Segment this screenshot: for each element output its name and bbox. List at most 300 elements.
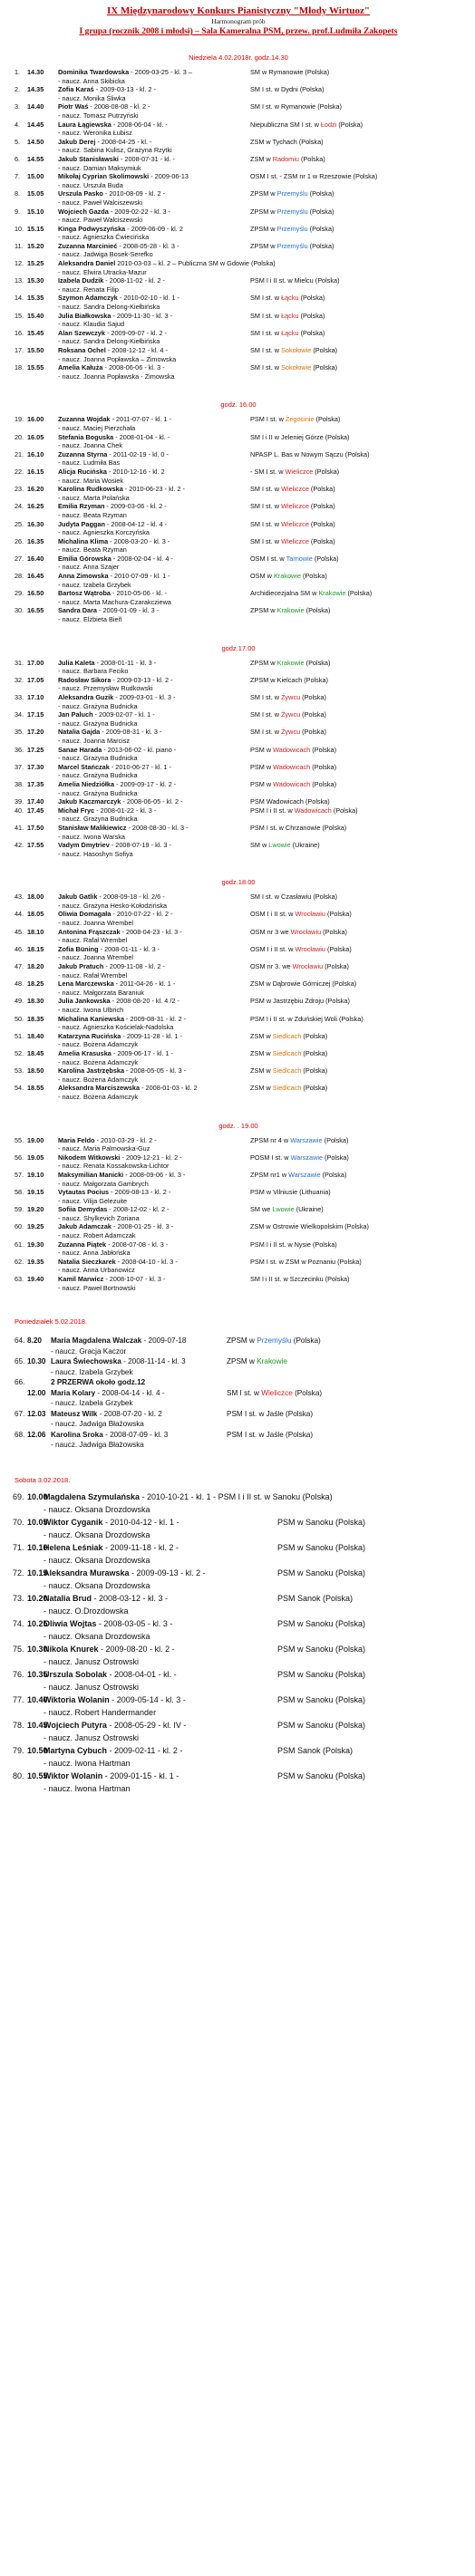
participant-name: Vytautas Pocius <box>58 1188 110 1197</box>
participant-info <box>58 841 171 850</box>
participant-info <box>58 1153 182 1163</box>
participant-info <box>58 676 173 685</box>
teacher-row <box>13 989 464 998</box>
teacher-row <box>13 684 464 693</box>
teacher-name: - naucz. Barbara Feciko <box>58 667 129 676</box>
schedule-block-1430 <box>13 68 464 381</box>
entry-number: 64. <box>15 1336 25 1346</box>
city-name: Wrocławiu <box>295 910 325 919</box>
participant-info <box>58 172 189 181</box>
school-name: Niepubliczna SM I st. w Łodzi (Polska) <box>250 120 364 129</box>
participant-details: - 2008-01-11 - kl. 3 - <box>94 658 157 667</box>
participant-info <box>58 1032 182 1041</box>
school-name: PSM I st. w Żegocinie (Polska) <box>250 415 341 424</box>
entry-number: 67. <box>15 1409 25 1418</box>
city-name: Łącku <box>281 328 299 337</box>
entry-number: 63. <box>15 1275 24 1284</box>
teacher-row <box>13 1757 464 1770</box>
participant-details: - 2009-03-01 - kl. 3 - <box>113 693 176 701</box>
entry-time: 15.05 <box>27 189 44 198</box>
teacher-name: - naucz. Weronika Łubisz <box>58 129 132 138</box>
teacher-name: - naucz. Anna Jabłońska <box>58 1249 131 1258</box>
entry-number: 71. <box>13 1542 24 1552</box>
entry-number: 70. <box>13 1517 24 1527</box>
participant-row <box>13 659 464 668</box>
school-name: SM I st. w Żywcu (Polska) <box>250 728 326 737</box>
entry-number: 48. <box>15 979 24 989</box>
schedule-block-monday <box>13 1336 464 1451</box>
participant-name: Amelia Krasuska <box>58 1048 111 1057</box>
participant-row <box>13 676 464 685</box>
participant-row <box>13 1541 464 1554</box>
city-name: Wieliczce <box>281 502 309 511</box>
teacher-name: - naucz. Bożena Adamczyk <box>58 1057 139 1066</box>
participant-name: Mateusz Wilk <box>51 1409 98 1418</box>
entry-number: 53. <box>15 1066 24 1076</box>
teacher-row <box>13 477 464 486</box>
participant-name: Magdalena Szymulańska <box>44 1491 141 1501</box>
teacher-row <box>13 1249 464 1258</box>
participant-info <box>58 1275 165 1284</box>
participant-name: Jakub Pratuch <box>58 962 104 971</box>
entry-number: 49. <box>15 997 24 1006</box>
entry-time: 18.05 <box>27 910 44 919</box>
teacher-row <box>13 372 464 381</box>
entry-number: 57. <box>15 1170 24 1179</box>
school-name: OSM I st. w Tarnowie (Polska) <box>250 554 339 563</box>
entry-time: 18.55 <box>27 1084 44 1093</box>
entry-number: 23. <box>15 485 24 494</box>
teacher-row <box>13 850 464 859</box>
entry-number: 43. <box>15 892 24 902</box>
participant-info <box>58 997 179 1006</box>
school-name: PSM I st. w Jaśle (Polska) <box>227 1409 314 1418</box>
participant-details: - 2008-12-02 - kl. 2 - <box>107 1205 170 1214</box>
teacher-name: - naucz. Vilija Gelezuite <box>58 1196 128 1205</box>
participant-row <box>13 1066 464 1076</box>
participant-row <box>13 962 464 971</box>
entry-number: 18. <box>15 363 24 372</box>
teacher-row <box>13 1706 464 1719</box>
participant-row <box>13 276 464 285</box>
participant-name: Aleksandra Murawska <box>44 1568 130 1577</box>
school-name: PSM w Jastrzębiu Zdroju (Polska) <box>250 997 350 1006</box>
teacher-name: - naucz. Oksana Drozdowska <box>44 1631 150 1641</box>
city-name: Przemyślu <box>276 241 308 250</box>
entry-time: 18.40 <box>27 1031 44 1040</box>
participant-row <box>13 1171 464 1180</box>
participant-details: - 2009-05-14 - kl. 3 - <box>109 1694 186 1704</box>
participant-details: - 2008-06-05 - kl. 2 - <box>121 797 183 806</box>
teacher-row <box>13 1554 464 1567</box>
city-name: Wadowicach <box>273 779 311 788</box>
participant-row <box>13 537 464 546</box>
participant-row <box>13 329 464 338</box>
section-heading-monday: Poniedziałek 5.02.2018. <box>15 1317 88 1327</box>
school-name: ZPSM nr1 w Warszawie (Polska) <box>250 1170 347 1179</box>
entry-time: 10.00 <box>27 1491 48 1501</box>
entry-time: 12.00 <box>27 1388 46 1397</box>
teacher-name: - naucz. Grażyna Budnicka <box>58 701 138 710</box>
teacher-row <box>13 458 464 468</box>
participant-details: - 2008-08-08 - kl. 2 - <box>88 102 150 111</box>
school-name: PSM w Wadowicach (Polska) <box>250 762 337 771</box>
teacher-row <box>13 268 464 277</box>
participant-info <box>58 502 167 511</box>
teacher-name: - naucz. Jadwiga Błażowska <box>51 1441 144 1450</box>
schedule-block-1700 <box>13 659 464 859</box>
entry-number: 8. <box>15 189 21 198</box>
participant-row <box>13 363 464 372</box>
participant-details: - 2009-11-18 - kl. 2 - <box>102 1542 179 1552</box>
teacher-row <box>13 1197 464 1206</box>
school-name: NPASP L. Bas w Nowym Sączu (Polska) <box>250 449 370 458</box>
participant-info <box>58 962 165 971</box>
entry-number: 24. <box>15 502 24 511</box>
participant-info <box>58 797 183 806</box>
participant-row <box>13 242 464 251</box>
participant-name: Zofia Büning <box>58 944 99 953</box>
participant-name: Judyta Paggan <box>58 519 105 528</box>
participant-name: Piotr Waś <box>58 102 89 111</box>
participant-name: Jakub Stanisławski <box>58 154 119 163</box>
teacher-name: - naucz. Sandra Delong-Kiełbińska <box>58 303 160 312</box>
entry-number: 72. <box>13 1568 24 1577</box>
entry-time: 10.35 <box>27 1669 48 1679</box>
participant-details: - 2009-02-07 - kl. 1 - <box>92 710 155 719</box>
participant-details: - 2010-03-29 - kl. 2 - <box>94 1135 157 1144</box>
teacher-row <box>13 129 464 138</box>
participant-details: - 2008-04-12 - kl. 4 - <box>104 519 168 528</box>
school-name: OSM I i II st. w Wrocławiu (Polska) <box>250 944 352 953</box>
entry-time: 16.15 <box>27 467 44 476</box>
entry-number: 80. <box>13 1770 24 1780</box>
participant-info <box>58 312 172 321</box>
teacher-name: - naucz. Elżbieta Bieñ <box>58 615 122 624</box>
teacher-name: - naucz. Marta Polańska <box>58 493 130 502</box>
teacher-name: - naucz. Bożena Adamczyk <box>58 1092 139 1101</box>
participant-row <box>13 1240 464 1249</box>
city-name: Przemyślu <box>257 1336 292 1346</box>
participant-name: Michalina Kaniewska <box>58 1014 124 1023</box>
entry-time: 17.55 <box>27 841 44 850</box>
participant-info <box>58 1066 186 1076</box>
city-name: Łodzi <box>320 120 337 129</box>
teacher-name: - naucz. Paweł Walciszewski <box>58 216 142 225</box>
teacher-row <box>13 1058 464 1067</box>
participant-details: - 2009-02-22 - kl. 3 - <box>108 207 170 216</box>
city-name: Sokołowie <box>281 346 312 354</box>
city-name: Wieliczce <box>281 536 309 545</box>
participant-details: - 2009-07-18 <box>141 1336 187 1346</box>
teacher-name: - naucz. Elwira Utracka-Mazur <box>58 267 147 276</box>
participant-details: - 2008-03-20 - kl. 3 - <box>108 536 170 545</box>
entry-number: 19. <box>15 415 24 424</box>
entry-number: 30. <box>15 606 24 615</box>
entry-time: 17.15 <box>27 710 44 719</box>
school-name: PSM w Sanoku (Polska) <box>277 1669 366 1679</box>
teacher-name: - naucz. Agnieszka Ćwiecińska <box>58 233 150 242</box>
school-name: SM I st. w Czasławiu (Polska) <box>250 892 338 902</box>
entry-time: 10.30 <box>27 1644 48 1654</box>
participant-details: - 2008-01-04 - kl. - <box>113 432 170 441</box>
school-name: ZPSM w Przemyślu (Polska) <box>250 189 334 198</box>
participant-info <box>44 1770 179 1782</box>
participant-name: Stanisław Malikiewicz <box>58 823 127 832</box>
participant-row <box>13 1770 464 1782</box>
entry-time: 19.15 <box>27 1188 44 1197</box>
school-name: PSM I i II st. w Wadowicach (Polska) <box>250 806 358 815</box>
entry-number: 3. <box>15 102 21 111</box>
entry-number: 76. <box>13 1669 24 1679</box>
entry-number: 69. <box>13 1491 24 1501</box>
entry-time: 18.35 <box>27 1014 44 1023</box>
participant-details: - 2008-08-30 - kl. 3 - <box>126 823 189 832</box>
teacher-name: - naucz. Iwona Ulbrich <box>58 1006 124 1014</box>
entry-number: 61. <box>15 1240 24 1249</box>
entry-time: 15.50 <box>27 346 44 354</box>
teacher-row <box>13 164 464 173</box>
participant-row <box>13 746 464 755</box>
participant-details: - 2008-11-14 - kl. 3 <box>121 1357 186 1366</box>
school-name: SM I st. w Sokołowie (Polska) <box>250 363 338 372</box>
teacher-row <box>13 285 464 294</box>
participant-info <box>58 537 170 546</box>
city-name: Wrocławiu <box>292 962 324 971</box>
teacher-name: - naucz. Sabina Kulisz, Grażyna Rzytki <box>58 146 172 155</box>
school-name: OSM w Krakowie (Polska) <box>250 572 327 581</box>
participant-details: - 2009-06-17 - kl. 1 - <box>111 1048 173 1057</box>
teacher-row <box>13 1681 464 1693</box>
teacher-name: - naucz. Agnieszka Kościelak-Nadolska <box>58 1023 174 1032</box>
participant-row <box>13 693 464 702</box>
school-name: PSM w Sanoku (Polska) <box>277 1644 366 1654</box>
participant-name: Radosław Sikora <box>58 675 111 684</box>
participant-row <box>13 207 464 217</box>
participant-row <box>13 433 464 442</box>
entry-number: 22. <box>15 467 24 476</box>
city-name: Lwowie <box>268 841 291 850</box>
entry-time: 17.45 <box>27 806 44 815</box>
city-name: Siedlcach <box>272 1048 302 1057</box>
participant-info <box>58 728 161 737</box>
city-name: Żywcu <box>281 693 301 701</box>
participant-row <box>13 1275 464 1284</box>
teacher-name: - naucz. Agnieszka Korczyńska <box>58 528 150 537</box>
entry-time: 17.20 <box>27 728 44 737</box>
participant-name: Kamil Marwicz <box>58 1275 104 1284</box>
participant-details: - 2011-04-26 - kl. 1 - <box>113 979 176 989</box>
participant-row <box>13 68 464 77</box>
participant-info <box>44 1744 182 1757</box>
school-name: SM I st. w Łącku (Polska) <box>250 294 325 303</box>
participant-row <box>13 1516 464 1529</box>
school-name: SM I st. w Dydni (Polska) <box>250 85 325 94</box>
teacher-row <box>13 1367 464 1378</box>
entry-time: 18.10 <box>27 927 44 936</box>
participant-details: - 2008-01-03 - kl. 2 <box>140 1084 198 1093</box>
participant-name: Jakub Derej <box>58 137 96 146</box>
entry-number: 6. <box>15 154 21 163</box>
participant-details: - 2009-11-28 - kl. 1 - <box>121 1031 182 1040</box>
participant-row <box>13 780 464 789</box>
entry-time: 15.40 <box>27 311 44 320</box>
entry-time: 10.45 <box>27 1720 48 1730</box>
participant-row <box>13 1409 464 1420</box>
participant-name: Aleksandra Daniel <box>58 259 116 268</box>
participant-details: - 2009-12-21 - kl. 2 - <box>120 1153 182 1162</box>
participant-name: Jakub Kaczmarczyk <box>58 797 121 806</box>
teacher-row <box>13 1266 464 1275</box>
participant-row <box>13 1693 464 1706</box>
participant-name: Julia Jankowska <box>58 997 111 1006</box>
school-name: SM I st. w Rymanowie (Polska) <box>250 102 342 111</box>
entry-number: 52. <box>15 1048 24 1057</box>
entry-number: 5. <box>15 137 21 146</box>
participant-info <box>51 1356 186 1367</box>
entry-number: 41. <box>15 823 24 832</box>
participant-details: - 2008-04-14 - kl. 4 - <box>95 1388 165 1397</box>
school-name: SM I st. w Wieliczce (Polska) <box>250 536 335 545</box>
section-heading-1900: godz. . 19.00 <box>218 1121 258 1130</box>
entry-number: 14. <box>15 294 24 303</box>
teacher-name: - naucz. Renata Filip <box>58 285 119 294</box>
participant-info <box>44 1516 179 1529</box>
entry-time: 10.05 <box>27 1517 48 1527</box>
participant-row <box>13 450 464 459</box>
teacher-row <box>13 598 464 607</box>
participant-info <box>58 1171 185 1180</box>
participant-info <box>58 259 276 268</box>
school-name: - SM I st. w Wieliczce (Polska) <box>250 467 340 476</box>
entry-number: 35. <box>15 728 24 737</box>
teacher-name: - naucz. Joanna Popławska – Zimowska <box>58 354 177 363</box>
participant-details: - 2010-07-22 - kl. 2 - <box>111 910 173 919</box>
entry-time: 16.55 <box>27 606 44 615</box>
teacher-row <box>13 971 464 980</box>
teacher-row <box>13 111 464 121</box>
entry-time: 10.10 <box>27 1542 48 1552</box>
entry-number: 58. <box>15 1188 24 1197</box>
participant-info <box>51 1409 162 1420</box>
participant-row <box>13 763 464 772</box>
entry-number: 54. <box>15 1084 24 1093</box>
entry-number: 77. <box>13 1694 24 1704</box>
participant-name: Zuzanna Piątek <box>58 1240 107 1249</box>
teacher-row <box>13 198 464 207</box>
teacher-row <box>13 702 464 711</box>
school-name: ZSM w Siedlcach (Polska) <box>250 1066 328 1076</box>
teacher-name: - naucz. Rafał Wrembel <box>58 970 128 979</box>
participant-row <box>13 1188 464 1197</box>
participant-name: Wiktor Cyganik <box>44 1517 103 1527</box>
participant-info <box>58 780 176 789</box>
school-name: PSM w Sanoku (Polska) <box>277 1770 366 1780</box>
city-name: Warszawie <box>290 1135 323 1144</box>
entry-time: 12.06 <box>27 1430 46 1439</box>
participant-details: - 2010-07-09 - kl. 1 - <box>108 572 170 581</box>
teacher-name: - naucz. Iwona Warska <box>58 832 125 841</box>
teacher-row <box>13 181 464 190</box>
entry-time: 16.05 <box>27 432 44 441</box>
participant-name: Nikola Knurek <box>44 1644 99 1654</box>
participant-details: - 2008-05-28 - kl. 3 - <box>117 241 179 250</box>
entry-time: 12.03 <box>27 1409 46 1418</box>
participant-info <box>58 892 165 902</box>
participant-details: - 2010-05-06 - kl. - <box>110 589 168 598</box>
participant-row <box>13 1205 464 1214</box>
school-name: PSM Sanok (Polska) <box>277 1745 354 1755</box>
participant-name: Wiktor Wolanin <box>44 1770 103 1780</box>
participant-row <box>13 502 464 511</box>
teacher-row <box>13 1040 464 1049</box>
entry-number: 28. <box>15 572 24 581</box>
teacher-row <box>13 953 464 962</box>
school-name: ZPSM w Przemyślu (Polska) <box>250 207 334 216</box>
entry-time: 19.30 <box>27 1240 44 1249</box>
school-name: ZPSM w Krakowie <box>227 1357 287 1366</box>
participant-details: - 2010-10-21 - kl. 1 - PSM I i II st. w Sanoku (Polska) <box>140 1491 333 1501</box>
city-name: Wieliczce <box>281 485 309 494</box>
participant-name: Antonina Frąszczak <box>58 927 121 936</box>
entry-number: 2. <box>15 85 21 94</box>
teacher-row <box>13 771 464 780</box>
entry-number: 36. <box>15 745 24 754</box>
school-name: ZPSM w Kielcach (Polska) <box>250 675 328 684</box>
school-name: ZPSM w Krakowie (Polska) <box>250 658 331 667</box>
participant-details: - 2008-03-12 - kl. 3 - <box>92 1593 169 1603</box>
city-name: Przemyślu <box>276 207 308 216</box>
participant-info <box>44 1643 175 1655</box>
school-name: PSM I st. w Chrzanowie (Polska) <box>250 823 347 832</box>
participant-info <box>58 606 159 615</box>
participant-details: - 2008-06-04 - kl. - <box>111 120 168 129</box>
teacher-name: - naucz. O.Drozdowska <box>44 1606 129 1616</box>
participant-name: Karolina Jastrzębska <box>58 1066 125 1076</box>
participant-info <box>58 746 176 755</box>
participant-details: - 2008-07-20 - kl. 2 <box>97 1409 162 1418</box>
schedule-block-saturday <box>13 1491 464 1795</box>
school-name: ZPSM w Przemyślu (Polska) <box>227 1336 321 1346</box>
city-name: Wadowicach <box>273 762 311 771</box>
participant-row <box>13 1643 464 1655</box>
city-name: Sokołowie <box>281 363 312 372</box>
participant-row <box>13 468 464 477</box>
teacher-row <box>13 355 464 364</box>
participant-info <box>58 415 171 424</box>
teacher-row <box>13 233 464 242</box>
participant-name: Natalia Sieczkarek <box>58 1257 116 1266</box>
participant-info <box>51 1336 186 1346</box>
participant-name: Jakub Adamczak <box>58 1222 111 1231</box>
participant-details: - 2008-01-11 - kl. 3 - <box>98 944 160 953</box>
city-name: Warszawie <box>290 1153 324 1162</box>
section-heading-1600: godz. 16.00 <box>220 400 257 410</box>
entry-time: 10.25 <box>27 1618 48 1628</box>
entry-number: 40. <box>15 806 24 815</box>
participant-name: Katarzyna Rucińska <box>58 1031 121 1040</box>
section-heading-1800: godz.18.00 <box>221 878 256 887</box>
entry-number: 11. <box>15 241 24 250</box>
teacher-name: - naucz. Jadwiga Bosek-Serefko <box>58 250 153 259</box>
participant-name: Martyna Cybuch <box>44 1745 108 1755</box>
teacher-row <box>13 250 464 259</box>
participant-row <box>13 910 464 919</box>
teacher-name: - naucz. Joanna Wrembel <box>58 919 134 928</box>
teacher-row <box>13 146 464 155</box>
school-name: SM I st. w Wieliczce (Polska) <box>227 1388 323 1397</box>
teacher-row <box>13 1440 464 1451</box>
